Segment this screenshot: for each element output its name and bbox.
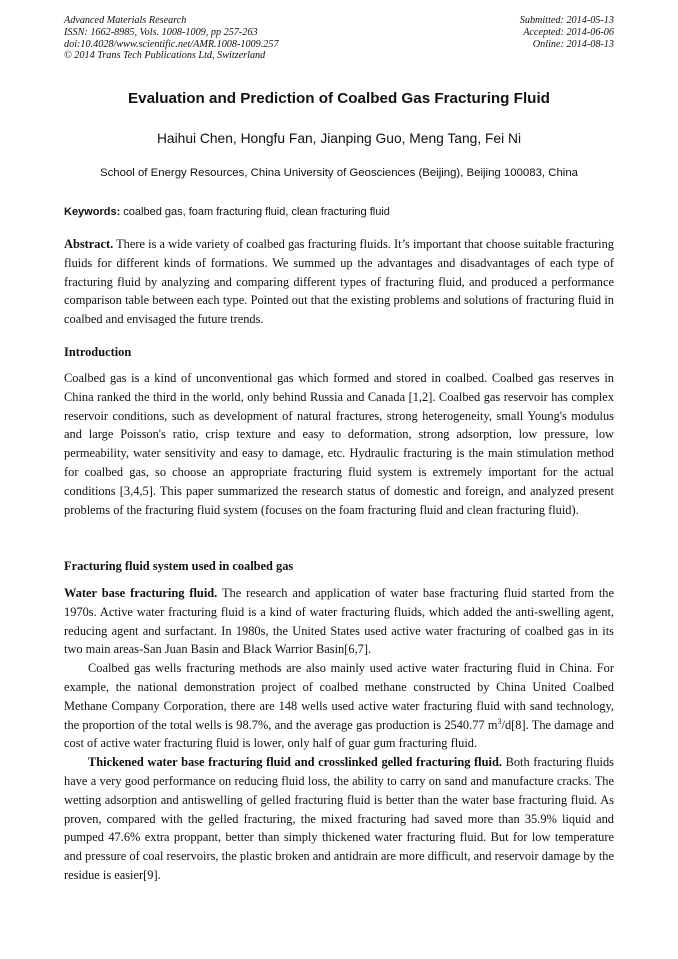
author-affiliation: School of Energy Resources, China University of Geosciences (Beijing), Beijing 100083, China [99,167,579,179]
journal-name: Advanced Materials Research [64,15,187,26]
paragraph-china-usage [64,659,614,753]
thickened-water-label: Thickened water base fracturing fluid and crosslinked gelled fracturing fluid. [88,755,502,770]
paragraph-thickened-water [64,753,614,885]
introduction-body [64,369,614,519]
date-online: Online: 2014-08-13 [532,38,614,50]
cubic-superscript: 3 [497,716,502,726]
journal-doi: doi:10.4028/www.scientific.net/AMR.1008-1009.257 [64,38,279,50]
paper-authors: Haihui Chen, Hongfu Fan, Jianping Guo, Meng Tang, Fei Ni [156,131,522,146]
water-base-label: Water base fracturing fluid. [64,586,218,600]
journal-copyright: © 2014 Trans Tech Publications Ltd, Switzerland [64,50,266,62]
date-accepted: Accepted: 2014-06-06 [523,26,614,38]
thickened-water-text: Both fracturing fluids have a very good performance on reducing fluid loss, the ability to carry on sand and manufacture cracks. The wetting adsorption and antiswelling of gelled fracturing fluid is better than the water base fracturing fluid. As proven, compared with the gelled fracturing, the mixed fracturing had saved more than 35.9% liquid and pumped 47.6% extra proppant, better than simply thickened water fracturing fluid. But for low temperature and pressure of coal reservoirs, the plastic broken and antidrain are more difficult, and reservoir damage by the residue is easier[9]. [64,755,614,882]
paper-title: Evaluation and Prediction of Coalbed Gas Fracturing Fluid [128,90,550,107]
paragraph-water-base [64,584,614,659]
journal-info [64,15,279,62]
keywords-text: coalbed gas, foam fracturing fluid, clean fracturing fluid [120,206,390,218]
introduction-text: Coalbed gas is a kind of unconventional gas which formed and stored in coalbed. Coalbed gas reserves in China ranked the third in the world, only behind Russia and Canada [1,2]. Coalbed gas reservoir has complex reservoir conditions, such as development of natural fractures, strong heterogeneity, small Young's modulus and large Poisson's ratio, crisp texture and easy to deformation, strong adsorption, low pressure, low permeability, water sensitivity and easy to damage, etc. Hydraulic fracturing is the main stimulation method for coalbed gas, so choose an appropriate fracturing fluid system is extremely important for the actual conditions [3,4,5]. This paper summarized the research status of domestic and foreign, and analyzed present problems of the fracturing fluid system (focuses on the foam fracturing fluid and clean fracturing fluid). [64,371,614,517]
abstract-text: There is a wide variety of coalbed gas fracturing fluids. It’s important that choose suitable fracturing fluids for different kinds of formations. We summed up the advantages and disadvantages of each type of fracturing fluid by analyzing and comparing different types of fracturing fluid, and produced a performance comparison table between each type. Pointed out that the existing problems and solutions of fracturing fluid in coalbed and envisaged the future trends. [64,237,614,327]
date-submitted: Submitted: 2014-05-13 [519,15,614,26]
section-heading-fracturing-systems: Fracturing fluid system used in coalbed gas [64,559,294,573]
china-usage-text-2: /d[8]. The damage and cost of active water fracturing fluid is lower, only half of guar gum fracturing fluid. [64,717,614,751]
section-body-fracturing-systems [64,584,614,885]
china-usage-text-1: Coalbed gas wells fracturing methods are also mainly used active water fracturing fluid in China. For example, the national demonstration project of coalbed methane constructed by China United Coalbed Methane Company Corporation, there are 148 wells used active water fracturing fluid with sand technology, the proportion of the total wells is 98.7%, and the average gas production is 2540.77 m [64,661,614,732]
water-base-text: The research and application of water base fracturing fluid started from the 1970s. Active water fracturing fluid is a kind of water fracturing fluids, which added the anti-swelling agent, reducing agent and surfactant. In 1980s, the United States used active water fracturing of coalbed gas in its two main areas-San Juan Basin and Black Warrior Basin[6,7]. [64,586,615,657]
introduction-heading: Introduction [64,345,132,359]
keywords [64,206,614,218]
abstract [64,235,614,329]
submission-dates [520,15,614,50]
abstract-label: Abstract. [64,237,114,251]
keywords-label: Keywords: [64,206,121,218]
journal-issn: ISSN: 1662-8985, Vols. 1008-1009, pp 257-263 [64,26,258,38]
